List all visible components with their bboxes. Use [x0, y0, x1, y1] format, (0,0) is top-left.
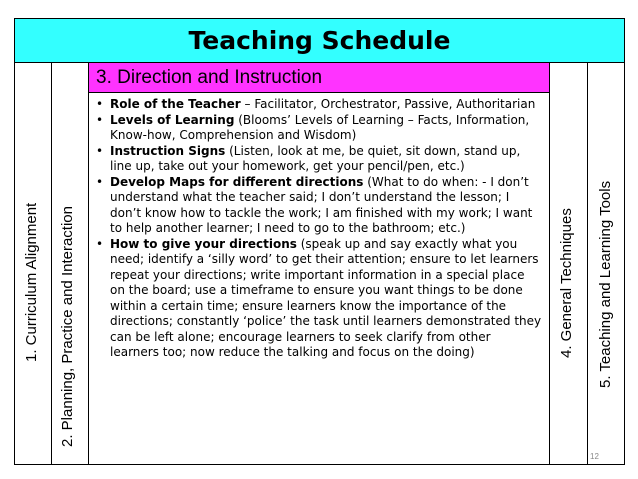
item-term: Instruction Signs: [110, 143, 226, 158]
list-item: [92, 97, 542, 113]
section-heading-text: 3. Direction and Instruction: [96, 66, 323, 88]
list-item: [92, 144, 542, 175]
section-heading: [89, 63, 549, 93]
bullet-list: [92, 97, 542, 361]
section-content: [92, 97, 542, 361]
bullet-icon: •: [96, 143, 104, 158]
item-text: (What to do when: - I don’t understand what the teacher said; I don’t understand the lesson; I don’t know how to tackle the work; I am finished with my work; I want to help another learner; I need to go to the bathroom; etc.): [110, 174, 533, 235]
column-divider: [88, 62, 89, 465]
bullet-icon: •: [96, 236, 104, 251]
item-term: How to give your directions: [110, 236, 297, 251]
bullet-icon: •: [96, 97, 104, 111]
list-item: [92, 175, 542, 237]
column-divider: [51, 62, 52, 465]
item-text: (speak up and say exactly what you need; identify a ‘silly word’ to get their attention; ensure to let learners repeat your directions; write important information in a special place on the board; use a timeframe to ensure you want things to be done within a certain time; ensure learners know the importance of the directions; constantly ‘police’ the task until learners demonstrated they can be left alone; encourage learners to seek clarify from other learners too; now reduce the talking and focus on the doing): [110, 236, 542, 359]
page-title: Teaching Schedule: [188, 26, 451, 55]
item-text: – Facilitator, Orchestrator, Passive, Authoritarian: [240, 97, 536, 111]
column-label-curriculum-alignment: 1. Curriculum Alignment: [23, 202, 40, 362]
list-item: [92, 113, 542, 144]
column-divider: [549, 62, 550, 465]
item-term: Develop Maps for different directions: [110, 174, 364, 189]
column-label-planning-practice: 2. Planning, Practice and Interaction: [59, 206, 76, 447]
column-label-teaching-tools: 5. Teaching and Learning Tools: [597, 180, 614, 388]
list-item: [92, 237, 542, 361]
column-divider: [587, 62, 588, 465]
item-term: Role of the Teacher: [110, 97, 241, 111]
item-term: Levels of Learning: [110, 112, 235, 127]
bullet-icon: •: [96, 174, 104, 189]
page-number: 12: [590, 452, 599, 461]
title-bar: [14, 18, 625, 63]
item-text: (Blooms’ Levels of Learning – Facts, Information, Know-how, Comprehension and Wisdom): [110, 112, 530, 142]
item-text: (Listen, look at me, be quiet, sit down, stand up, line up, take out your homework, get your pencil/pen, etc.): [110, 143, 521, 173]
bullet-icon: •: [96, 112, 104, 127]
column-label-general-techniques: 4. General Techniques: [558, 208, 575, 358]
